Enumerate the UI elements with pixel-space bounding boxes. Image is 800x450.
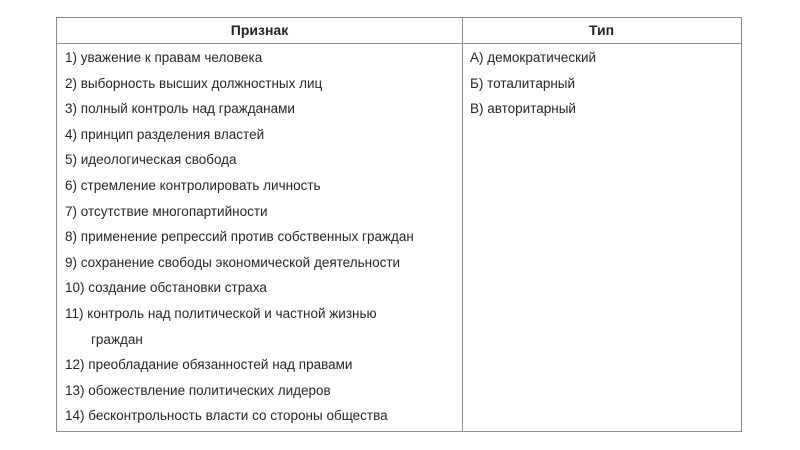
feature-item-8: 8) применение репрессий против собственных граждан <box>65 229 414 245</box>
feature-item-7: 7) отсутствие многопартийности <box>65 203 268 219</box>
feature-item-6: 6) стремление контролировать личность <box>65 177 321 193</box>
feature-list <box>65 45 460 429</box>
feature-item-3: 3) полный контроль над гражданами <box>65 101 295 117</box>
feature-item-11: 11) контроль над политической и частной жизнью <box>65 305 377 321</box>
header-feature: Признак <box>230 22 289 38</box>
feature-item-14: 14) бесконтрольность власти со стороны общества <box>65 408 388 424</box>
type-list <box>470 45 735 122</box>
feature-item-12: 12) преобладание обязанностей над правами <box>65 357 353 373</box>
feature-item-2: 2) выборность высших должностных лиц <box>65 75 323 91</box>
feature-item-9: 9) сохранение свободы экономической деятельности <box>65 254 401 270</box>
feature-item-13: 13) обожествление политических лидеров <box>65 382 331 398</box>
type-item-a: А) демократический <box>470 50 597 65</box>
table-header-row <box>57 18 741 44</box>
feature-item-4: 4) принцип разделения властей <box>65 126 265 142</box>
feature-item-5: 5) идеологическая свобода <box>65 152 237 168</box>
feature-item-10: 10) создание обстановки страха <box>65 280 267 296</box>
type-item-b: Б) тоталитарный <box>470 75 576 91</box>
column-divider <box>462 18 463 431</box>
header-type: Тип <box>588 22 615 38</box>
matching-table <box>56 17 742 432</box>
feature-item-11-continued: граждан <box>91 331 143 347</box>
feature-item-1: 1) уважение к правам человека <box>65 50 263 65</box>
type-item-c: В) авторитарный <box>470 101 576 117</box>
